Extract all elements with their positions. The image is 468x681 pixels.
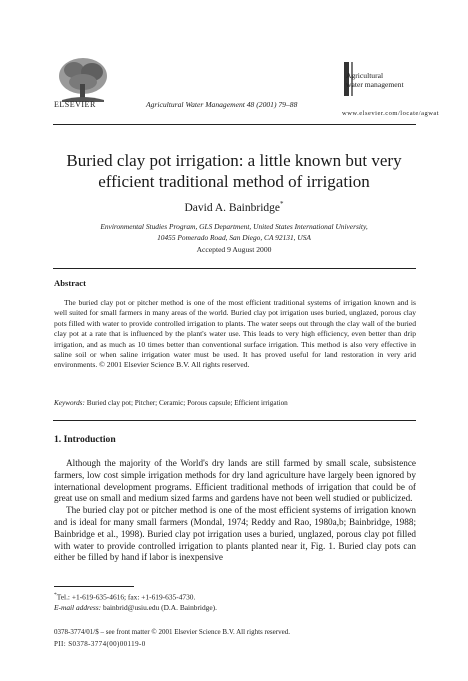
accepted-date: Accepted 9 August 2000 (196, 245, 272, 254)
keywords-list: Buried clay pot; Pitcher; Ceramic; Porous capsule; Efficient irrigation (86, 399, 288, 407)
copyright-line: 0378-3774/01/$ – see front matter © 2001 Elsevier Science B.V. All rights reserved. (54, 628, 290, 636)
footnote-divider (54, 586, 134, 587)
intro-paragraph-2: The buried clay pot or pitcher method is one of the most efficient systems of irrigation known and is ideal for many small farmers (Mondal, 1974; Reddy and Rao, 1980a,b; Bainbridge, 1988; Bainbridge et al., 1998). Buried clay pot irrigation uses a buried, unglazed, porous clay pot filled with water to provide controlled irrigation to plants planted near it, Fig. 1. Buried clay pots can either be filled by hand if labor is inexpensive (54, 505, 416, 563)
footnote-email (54, 603, 217, 612)
intro-paragraph-1: Although the majority of the World's dry lands are still farmed by small scale, subsistence farmers, low cost simple irrigation methods for dry land agriculture have largely been ignored by international development programs. Efficient traditional methods of irrigation that could be of great use on small and medium sized farms and gardens have not been well studied or publicized. (54, 458, 416, 504)
keywords (54, 399, 416, 407)
introduction-body (54, 458, 416, 564)
publisher-name: ELSEVIER (54, 100, 96, 109)
journal-reference: Agricultural Water Management 48 (2001) 79–88 (146, 100, 298, 109)
footnote-mark: * (54, 592, 57, 598)
affiliation (40, 221, 428, 243)
author-line (40, 200, 428, 214)
journal-name (346, 71, 404, 89)
author-name: David A. Bainbridge (184, 201, 280, 214)
footnote-contact (54, 592, 195, 601)
author-footnote-mark: * (280, 200, 284, 208)
keywords-divider (53, 420, 416, 421)
abstract-heading: Abstract (54, 278, 86, 288)
introduction-heading: 1. Introduction (54, 434, 116, 445)
pii-line: PII: S0378-3774(00)00119-0 (54, 640, 146, 648)
header-divider (53, 124, 416, 125)
abstract-divider (53, 268, 416, 269)
affiliation-line1: Environmental Studies Program, GLS Department, United States International University, (100, 222, 368, 231)
keywords-label: Keywords: (54, 399, 85, 407)
footnote-contact-text: Tel.: +1-619-635-4616; fax: +1-619-635-4730. (56, 592, 196, 602)
email-label: E-mail address: (54, 603, 102, 612)
abstract-body: The buried clay pot or pitcher method is one of the most efficient traditional systems of irrigation known and is well suited for small farmers in many areas of the world. Buried clay pot irrigation uses buried, unglazed, porous clay pots filled with water to provide controlled irrigation to plants. The water seeps out through the clay wall of the buried clay pot at a rate that is influenced by the plant's water use. This leads to very high efficiency, even better than drip irrigation, and as much as 10 times better than conventional surface irrigation. This method is also very effective in saline soil or when saline irrigation water must be used. It has proved useful for land restoration in very arid environments. © 2001 Elsevier Science B.V. All rights reserved. (54, 298, 416, 370)
email-address[interactable]: bainbrid@usiu.edu (D.A. Bainbridge). (103, 603, 217, 612)
affiliation-line2: 10455 Pomerado Road, San Diego, CA 92131, USA (157, 233, 311, 242)
article-title: Buried clay pot irrigation: a little known but very efficient traditional method of irrigation (66, 151, 402, 191)
journal-url[interactable]: www.elsevier.com/locate/agwat (342, 110, 440, 117)
journal-name-line2: water management (346, 80, 404, 89)
journal-name-line1: Agricultural (346, 71, 384, 80)
